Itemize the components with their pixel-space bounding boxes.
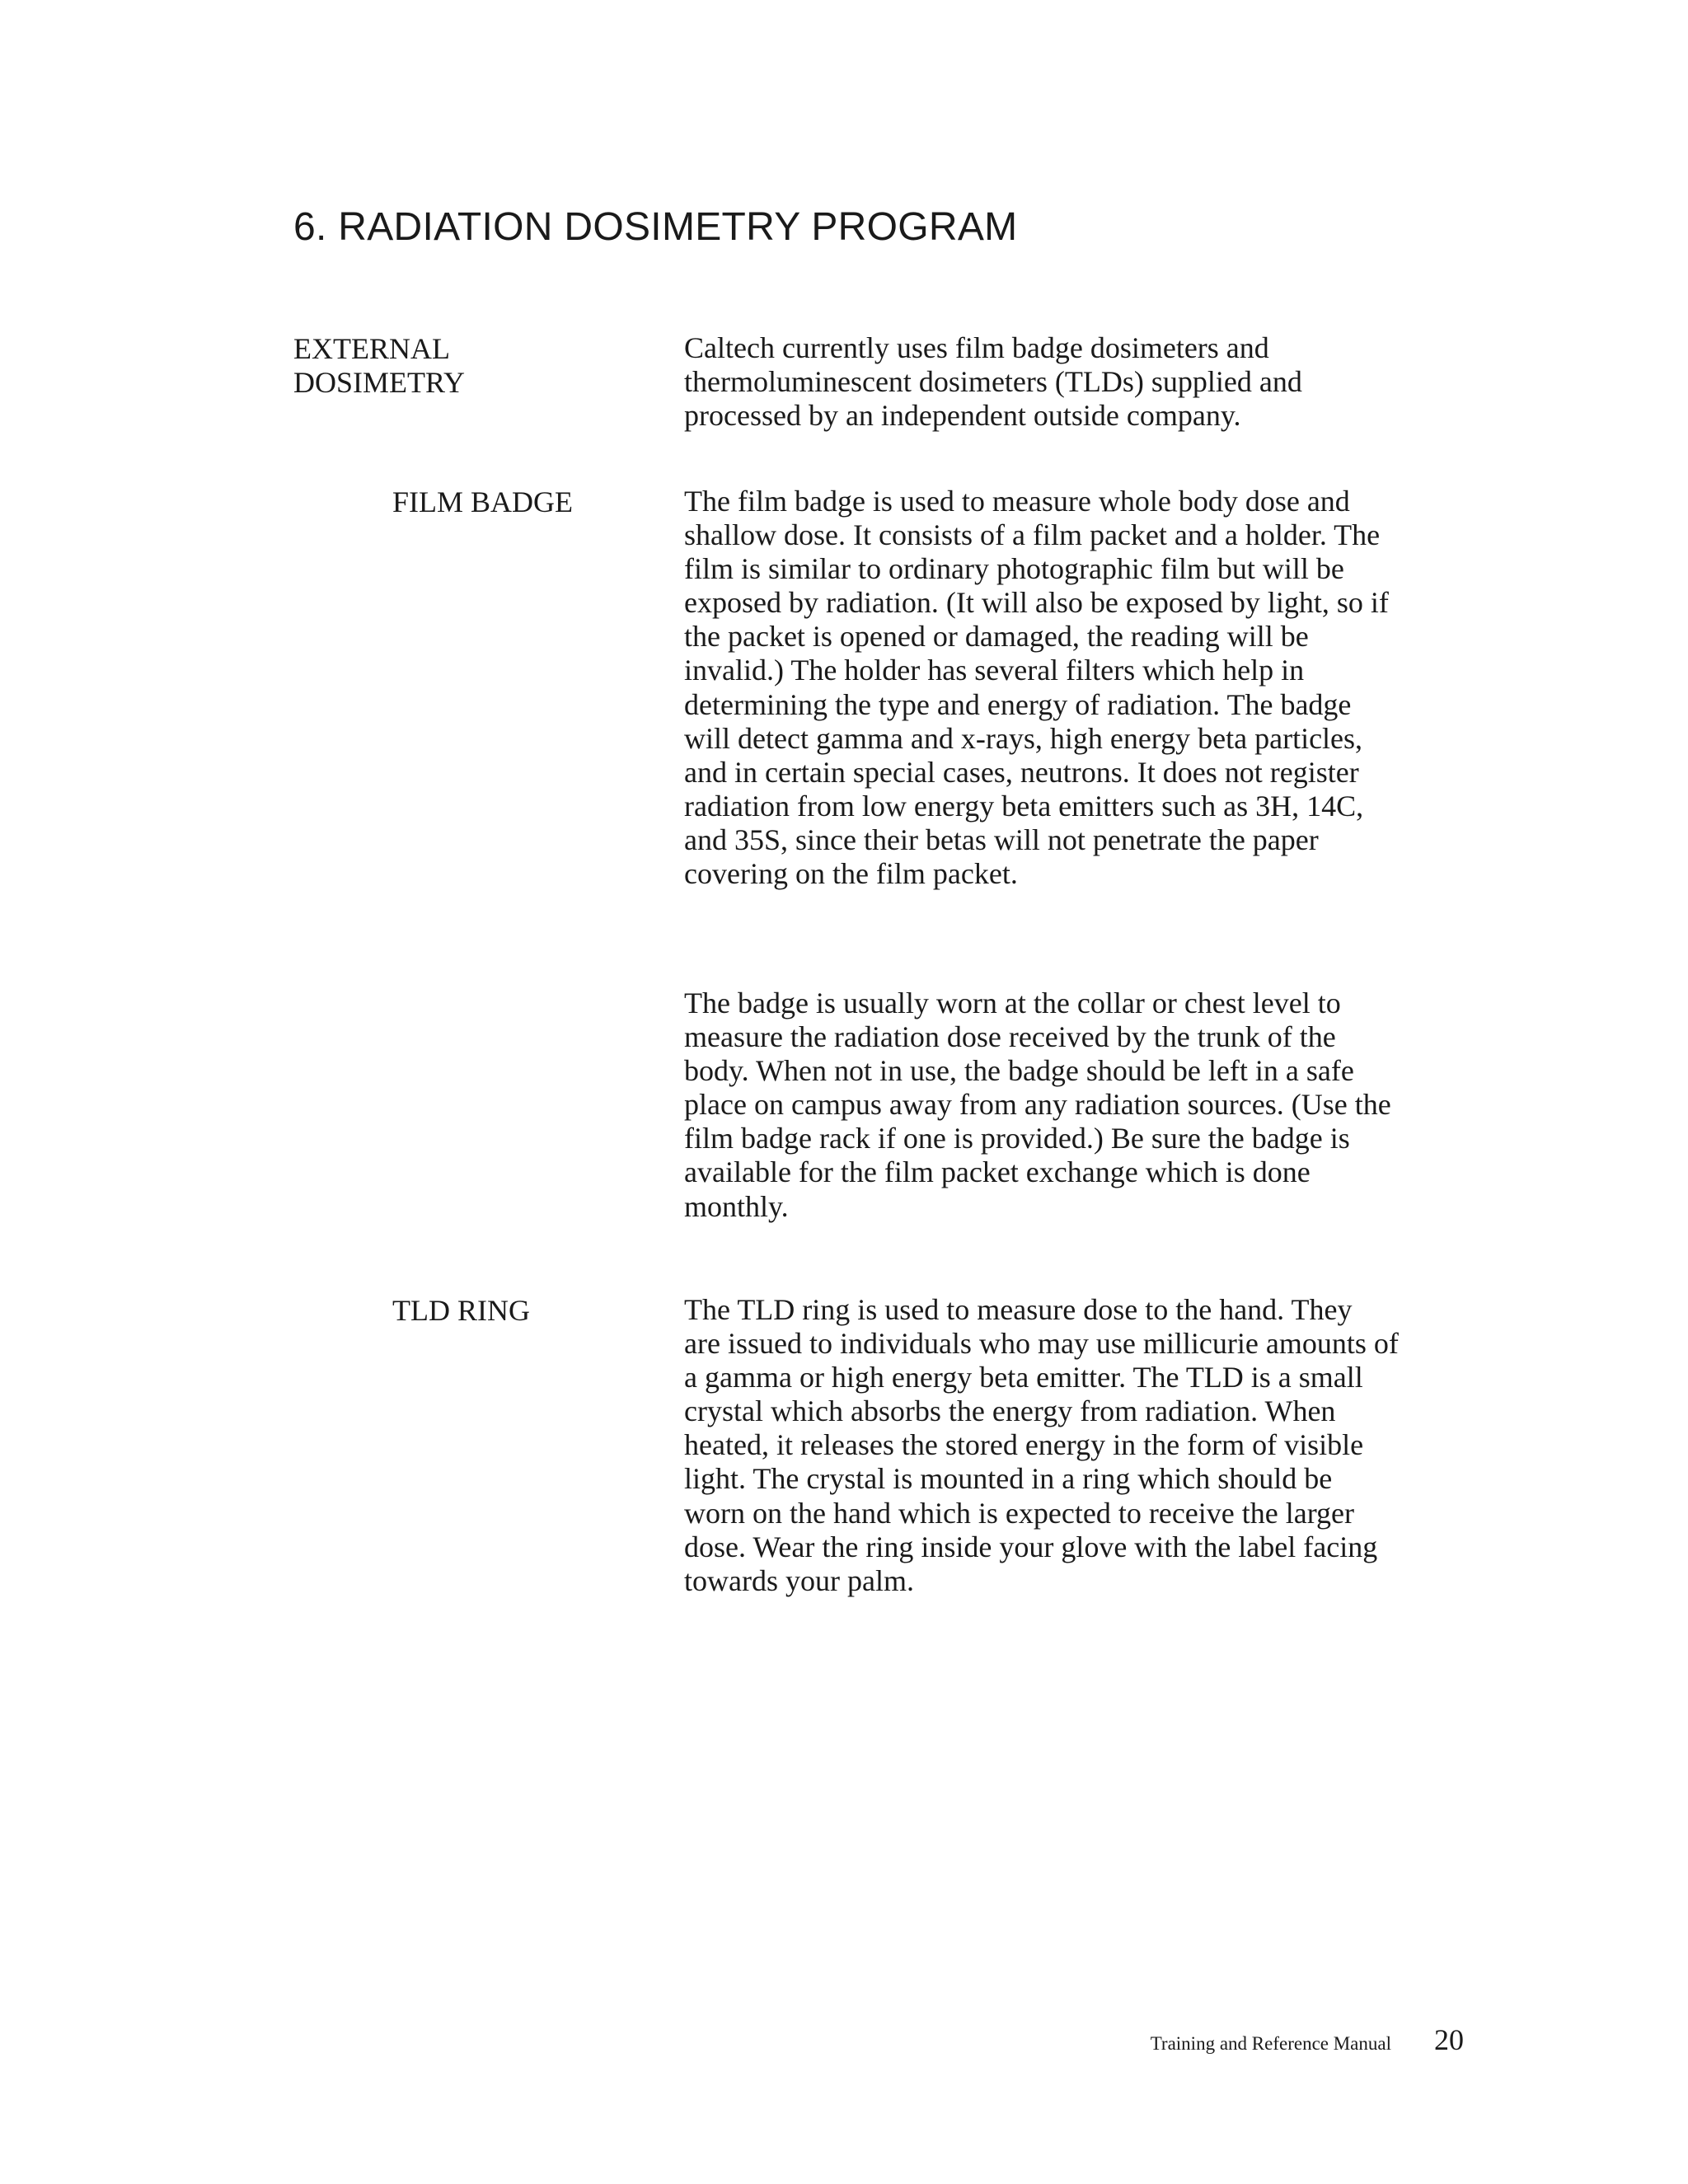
text-line: crystal which absorbs the energy from radiation. When [684, 1394, 1336, 1428]
text-line: thermoluminescent dosimeters (TLDs) supplied and [684, 365, 1302, 399]
text-line: place on campus away from any radiation sources. (Use the [684, 1088, 1391, 1122]
text-line: The TLD ring is used to measure dose to the hand. They [684, 1293, 1353, 1326]
text-line: and in certain special cases, neutrons. It does not register [684, 755, 1359, 789]
footer-manual-title: Training and Reference Manual [1150, 2033, 1391, 2054]
text-line: radiation from low energy beta emitters such as 3H, 14C, [684, 789, 1364, 823]
text-line: film badge rack if one is provided.) Be sure the badge is [684, 1122, 1350, 1155]
external-dosimetry-text [684, 331, 1409, 433]
film-badge-paragraph-2 [684, 987, 1409, 1224]
text-line: The film badge is used to measure whole body dose and [684, 485, 1350, 518]
text-line: exposed by radiation. (It will also be exposed by light, so if [684, 586, 1389, 620]
text-line: invalid.) The holder has several filters which help in [684, 654, 1305, 687]
page-title: 6. RADIATION DOSIMETRY PROGRAM [293, 205, 1018, 249]
text-line: towards your palm. [684, 1563, 914, 1597]
text-line: heated, it releases the stored energy in the form of visible [684, 1428, 1364, 1462]
text-line: film is similar to ordinary photographic film but will be [684, 552, 1344, 586]
text-line: available for the film packet exchange which is done [684, 1155, 1311, 1189]
text-line: light. The crystal is mounted in a ring which should be [684, 1462, 1333, 1496]
text-line: the packet is opened or damaged, the reading will be [684, 620, 1309, 654]
film-badge-label: FILM BADGE [392, 485, 574, 518]
text-line: will detect gamma and x-rays, high energy beta particles, [684, 721, 1363, 755]
text-line: The badge is usually worn at the collar or chest level to [684, 987, 1341, 1019]
page-footer [1151, 2022, 1464, 2057]
page-number: 20 [1434, 2023, 1464, 2056]
text-line: dose. Wear the ring inside your glove with the label facing [684, 1530, 1378, 1563]
text-line: worn on the hand which is expected to receive the larger [684, 1496, 1355, 1530]
text-line: measure the radiation dose received by the trunk of the [684, 1020, 1336, 1054]
tld-ring-text [684, 1293, 1409, 1598]
text-line: shallow dose. It consists of a film packet and a holder. The [684, 518, 1381, 552]
text-line: are issued to individuals who may use millicurie amounts of [684, 1327, 1399, 1361]
text-line: determining the type and energy of radiation. The badge [684, 687, 1352, 721]
text-line: Caltech currently uses film badge dosimeters and [684, 331, 1269, 364]
text-line: covering on the film packet. [684, 857, 1018, 891]
text-line: and 35S, since their betas will not penetrate the paper [684, 823, 1319, 856]
tld-ring-label: TLD RING [392, 1294, 530, 1327]
film-badge-paragraph-1 [684, 485, 1409, 891]
text-line: body. When not in use, the badge should be left in a safe [684, 1054, 1354, 1088]
text-line: processed by an independent outside company. [684, 399, 1241, 433]
text-line: monthly. [684, 1189, 789, 1223]
external-dosimetry-label: EXTERNAL DOSIMETRY [293, 332, 466, 399]
text-line: a gamma or high energy beta emitter. The TLD is a small [684, 1361, 1363, 1394]
